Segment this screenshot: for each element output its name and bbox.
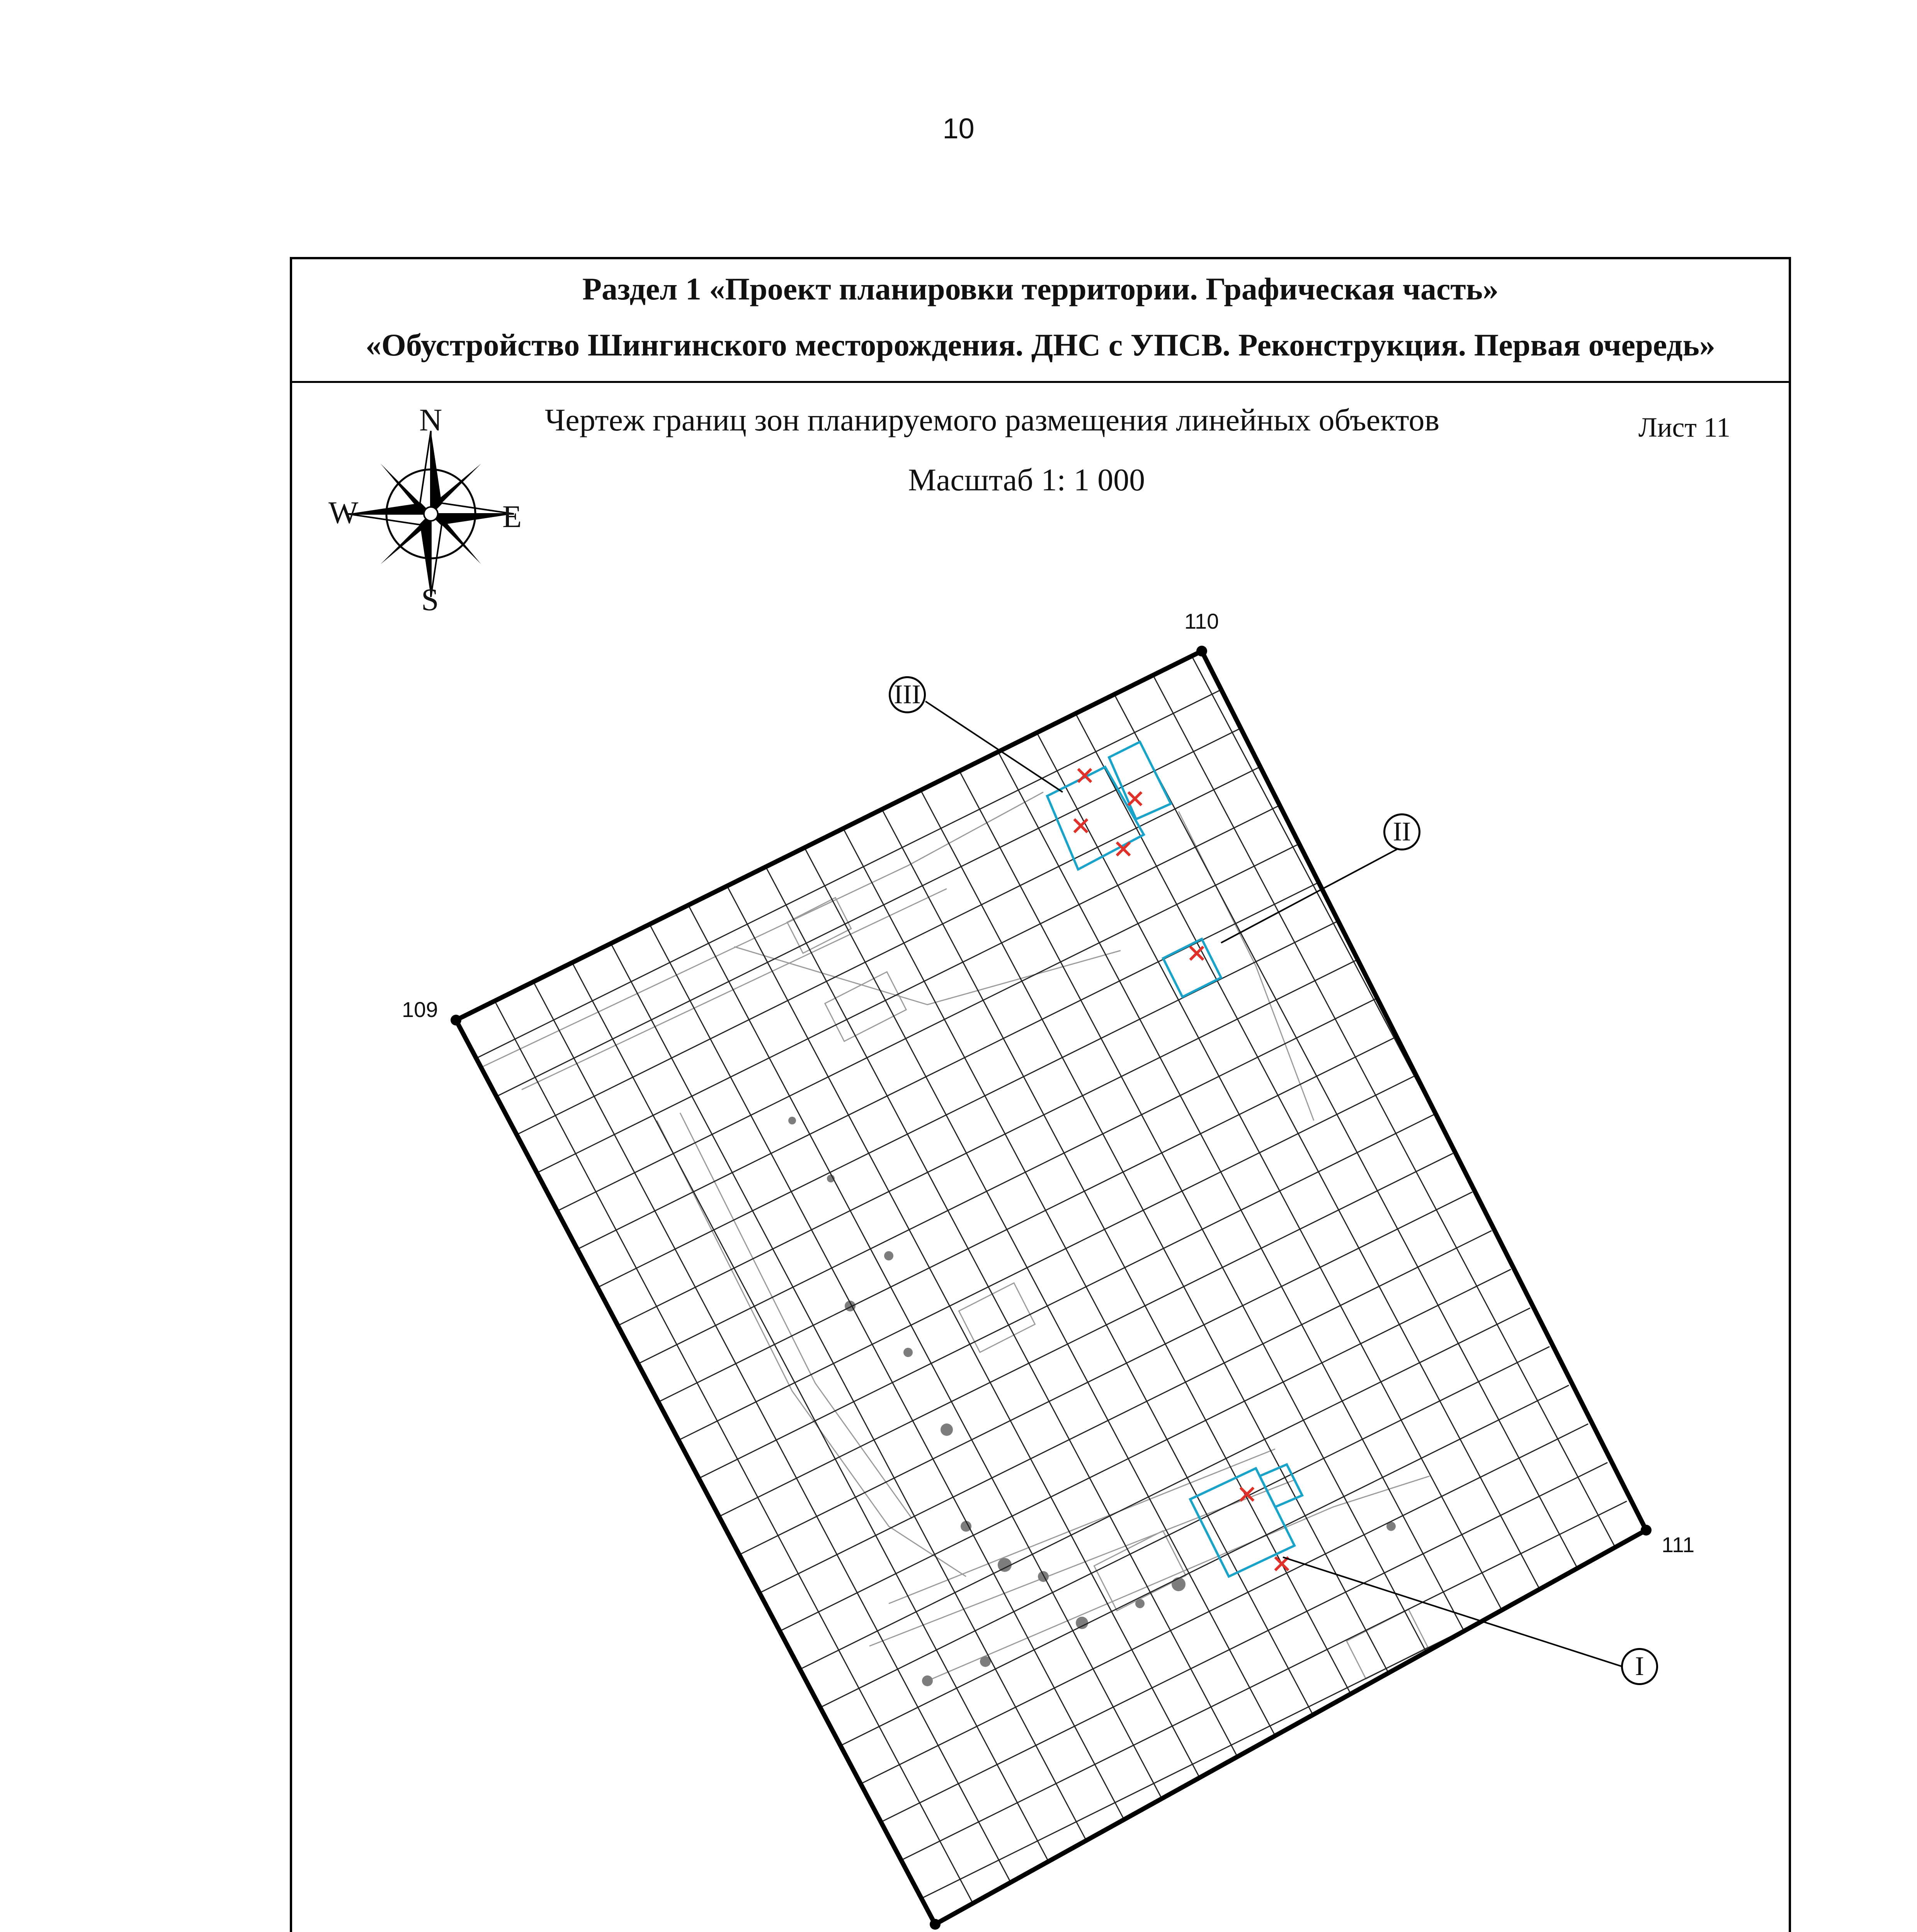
header-title-line2: «Обустройство Шингинского месторождения. ДНС с УПСВ. Реконструкция. Первая очередь» <box>366 327 1715 362</box>
header-title-line1: Раздел 1 «Проект планировки территории. Графическая часть» <box>582 271 1499 306</box>
point-110-marker <box>1196 646 1207 656</box>
point-label-110: 110 <box>1184 609 1219 633</box>
map-title: Чертеж границ зон планируемого размещения линейных объектов <box>545 402 1440 437</box>
compass-rose-icon <box>348 431 514 597</box>
compass-south: S <box>421 582 439 617</box>
callout-III: III <box>889 676 926 713</box>
compass-north: N <box>419 402 442 437</box>
map-scale: Масштаб 1: 1 000 <box>908 462 1145 497</box>
callout-leaders <box>925 701 1631 1669</box>
basemap-dots <box>788 1117 1396 1686</box>
page-number: 10 <box>942 112 975 145</box>
planning-boundary <box>456 651 1646 1924</box>
point-111-marker <box>1641 1525 1652 1536</box>
point-112-marker <box>930 1919 941 1930</box>
compass-west: W <box>328 495 359 530</box>
point-label-109: 109 <box>402 997 438 1022</box>
sheet-label: Лист 11 <box>1638 412 1731 443</box>
point-109-marker <box>451 1015 461 1026</box>
compass-east: E <box>502 499 522 534</box>
point-label-111: 111 <box>1662 1532 1695 1557</box>
callout-II: II <box>1383 813 1420 850</box>
demolition-crosses <box>1074 769 1288 1570</box>
planning-grid <box>456 651 1669 1932</box>
object-III-contour <box>1047 742 1171 869</box>
callout-I: I <box>1621 1648 1658 1685</box>
